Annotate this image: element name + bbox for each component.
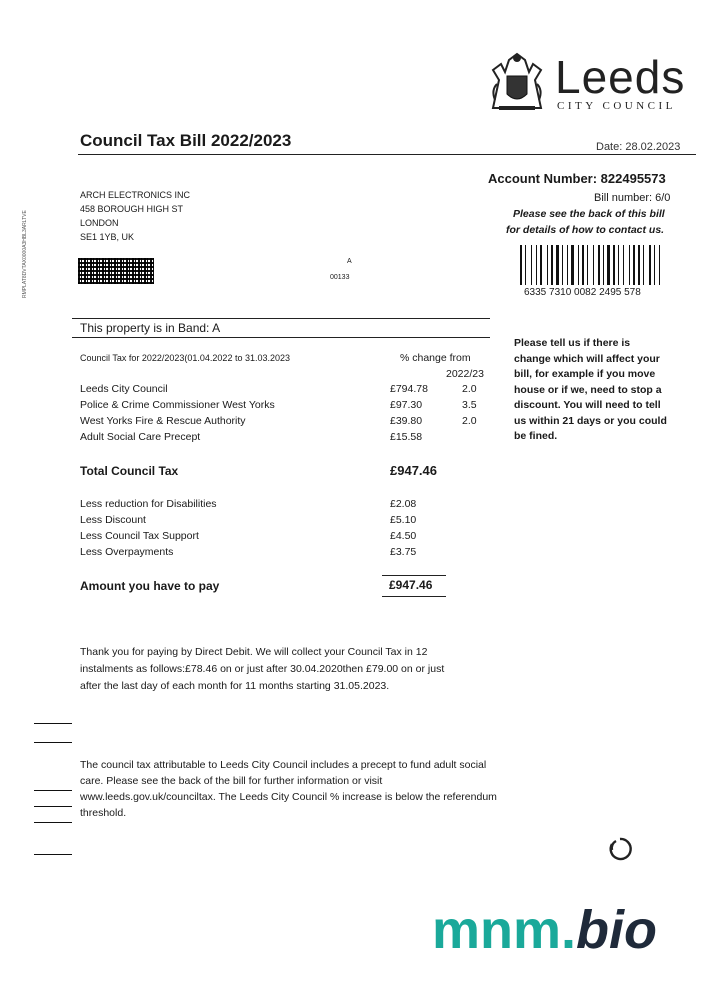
- row-amount: £2.08: [390, 498, 417, 510]
- coat-of-arms-icon: [485, 50, 549, 112]
- barcode-bar: [645, 245, 648, 285]
- account-barcode: [520, 245, 668, 285]
- barcode-bar: [603, 245, 604, 285]
- address-line: 458 BOROUGH HIGH ST: [80, 204, 184, 214]
- barcode-bar: [652, 245, 653, 285]
- barcode-bar: [661, 245, 662, 285]
- barcode-bar: [538, 245, 539, 285]
- brand-tail: bio: [576, 900, 658, 960]
- barcode-bar: [571, 245, 574, 285]
- notice-line: be fined.: [514, 430, 558, 442]
- contact-note-2: for details of how to contact us.: [506, 224, 665, 236]
- row-change: 2.0: [462, 383, 477, 395]
- precept-text: [80, 757, 600, 821]
- row-amount: £4.50: [390, 530, 417, 542]
- row-amount: £5.10: [390, 514, 417, 526]
- barcode-bar: [554, 245, 555, 285]
- logo-wordmark: Leeds: [555, 51, 686, 103]
- paragraph-line: www.leeds.gov.uk/counciltax. The Leeds City Council % increase is below the referendum: [80, 791, 497, 803]
- table-row: [80, 514, 480, 530]
- barcode-bar: [631, 245, 632, 285]
- table-row: [80, 415, 480, 431]
- mail-code-letter: A: [347, 258, 352, 265]
- row-label: Less Discount: [80, 514, 146, 526]
- barcode-bar: [533, 245, 535, 285]
- bill-number: Bill number: 6/0: [594, 192, 671, 204]
- barcode-bar: [618, 245, 619, 285]
- table-row: [80, 431, 480, 447]
- paragraph-line: threshold.: [80, 807, 127, 819]
- table-row: [80, 383, 480, 399]
- row-label: Police & Crime Commissioner West Yorks: [80, 399, 275, 411]
- logo-subtitle: CITY COUNCIL: [557, 100, 676, 112]
- barcode-bar: [569, 245, 570, 285]
- barcode-bar: [551, 245, 553, 285]
- barcode-bar: [607, 245, 610, 285]
- barcode-bar: [587, 245, 588, 285]
- pay-label: Amount you have to pay: [80, 579, 220, 593]
- contact-note-1: Please see the back of this bill: [513, 208, 665, 220]
- address-line: LONDON: [80, 218, 119, 228]
- address-line: ARCH ELECTRONICS INC: [80, 190, 191, 200]
- barcode-bar: [638, 245, 640, 285]
- title-divider: [78, 154, 696, 155]
- barcode-bar: [578, 245, 579, 285]
- barcode-bar: [636, 245, 637, 285]
- band-label: This property is in Band: A: [80, 321, 221, 335]
- fold-mark: [34, 790, 72, 791]
- change-header: % change from: [400, 352, 471, 364]
- row-label: Adult Social Care Precept: [80, 431, 201, 443]
- row-amount: £3.75: [390, 546, 417, 558]
- barcode-bar: [589, 245, 592, 285]
- footer-brand: [432, 898, 657, 962]
- barcode-bar: [520, 245, 522, 285]
- barcode-bar: [643, 245, 644, 285]
- barcode-bar: [585, 245, 586, 285]
- paragraph-line: The council tax attributable to Leeds City Council includes a precept to fund adult social: [80, 759, 487, 771]
- barcode-bar: [580, 245, 581, 285]
- barcode-bar: [556, 245, 559, 285]
- table-row: [80, 546, 480, 562]
- notice-line: us within 21 days or you could: [514, 414, 667, 427]
- notice-line: house or if we, need to stop a: [514, 383, 662, 396]
- total-label: Total Council Tax: [80, 464, 179, 478]
- mail-code-number: 00133: [330, 274, 350, 281]
- fold-mark: [34, 806, 72, 807]
- barcode-bar: [536, 245, 537, 285]
- barcode-bar: [564, 245, 566, 285]
- row-label: Less reduction for Disabilities: [80, 498, 217, 510]
- barcode-bar: [560, 245, 561, 285]
- band-top-line: [72, 318, 490, 319]
- leeds-logo: [485, 48, 695, 113]
- barcode-bar: [598, 245, 600, 285]
- change-header-year: 2022/23: [446, 368, 484, 380]
- total-amount: £947.46: [390, 463, 437, 478]
- barcode-bar: [616, 245, 617, 285]
- barcode-bar: [531, 245, 532, 285]
- paragraph-line: Thank you for paying by Direct Debit. We will collect your Council Tax in 12: [80, 646, 428, 658]
- barcode-bar: [549, 245, 550, 285]
- row-amount: £15.58: [390, 431, 423, 443]
- charges-table: [80, 383, 480, 447]
- row-amount: £39.80: [390, 415, 423, 427]
- row-label: Less Overpayments: [80, 546, 174, 558]
- pay-amount: £947.46: [389, 578, 433, 592]
- paragraph-line: instalments as follows:£78.46 on or just after 30.04.2020then £79.00 on or just: [80, 663, 445, 675]
- row-amount: £794.78: [390, 383, 428, 395]
- barcode-bar: [523, 245, 524, 285]
- mailing-2d-code: [78, 258, 154, 284]
- direct-debit-text: [80, 644, 550, 695]
- notice-line: discount. You will need to tell: [514, 399, 661, 411]
- row-label: West Yorks Fire & Rescue Authority: [80, 415, 246, 427]
- page-title: Council Tax Bill 2022/2023: [80, 131, 292, 150]
- barcode-bar: [582, 245, 584, 285]
- barcode-bar: [623, 245, 624, 285]
- barcode-bar: [575, 245, 577, 285]
- barcode-bar: [611, 245, 612, 285]
- barcode-bar: [567, 245, 568, 285]
- barcode-bar: [593, 245, 594, 285]
- barcode-bar: [656, 245, 658, 285]
- row-amount: £97.30: [390, 399, 423, 411]
- barcode-bar: [659, 245, 660, 285]
- barcode-bar: [629, 245, 630, 285]
- table-row: [80, 498, 480, 514]
- row-change: 2.0: [462, 415, 477, 427]
- change-notice: [514, 336, 704, 445]
- account-number: Account Number: 822495573: [488, 171, 666, 186]
- barcode-bar: [543, 245, 546, 285]
- table-row: [80, 399, 480, 415]
- barcode-bar: [595, 245, 597, 285]
- reductions-table: [80, 498, 480, 562]
- notice-line: bill, for example if you move: [514, 368, 656, 380]
- barcode-number: 6335 7310 0082 2495 578: [524, 287, 641, 298]
- paragraph-line: care. Please see the back of the bill for further information or visit: [80, 775, 383, 787]
- barcode-bar: [601, 245, 602, 285]
- circle-mark-icon: [607, 836, 633, 862]
- fold-mark: [34, 742, 72, 743]
- barcode-bar: [625, 245, 628, 285]
- barcode-bar: [641, 245, 642, 285]
- bill-date: Date: 28.02.2023: [596, 141, 681, 153]
- barcode-bar: [540, 245, 542, 285]
- fold-mark: [34, 822, 72, 823]
- row-change: 3.5: [462, 399, 477, 411]
- row-label: Less Council Tax Support: [80, 530, 199, 542]
- notice-line: Please tell us if there is: [514, 337, 631, 349]
- barcode-bar: [649, 245, 651, 285]
- brand-main: mnm.: [432, 900, 577, 960]
- fold-mark: [34, 854, 72, 855]
- barcode-bar: [525, 245, 526, 285]
- barcode-bar: [527, 245, 530, 285]
- barcode-bar: [562, 245, 563, 285]
- tax-period: Council Tax for 2022/2023(01.04.2022 to 31.03.2023: [80, 353, 290, 363]
- barcode-bar: [620, 245, 622, 285]
- notice-line: change which will affect your: [514, 352, 660, 365]
- row-label: Leeds City Council: [80, 383, 168, 395]
- paragraph-line: after the last day of each month for 11 months starting 31.05.2023.: [80, 680, 390, 692]
- barcode-bar: [633, 245, 635, 285]
- table-row: [80, 530, 480, 546]
- side-code: RMPLAT8DVTAX0000A3HBL3ARLTVE: [22, 210, 28, 298]
- barcode-bar: [613, 245, 615, 285]
- address-block: [80, 188, 190, 244]
- band-bottom-line: [72, 337, 490, 338]
- barcode-bar: [547, 245, 548, 285]
- barcode-bar: [605, 245, 606, 285]
- fold-mark: [34, 723, 72, 724]
- address-line: SE1 1YB, UK: [80, 232, 135, 242]
- pay-amount-box: [382, 575, 446, 597]
- barcode-bar: [654, 245, 655, 285]
